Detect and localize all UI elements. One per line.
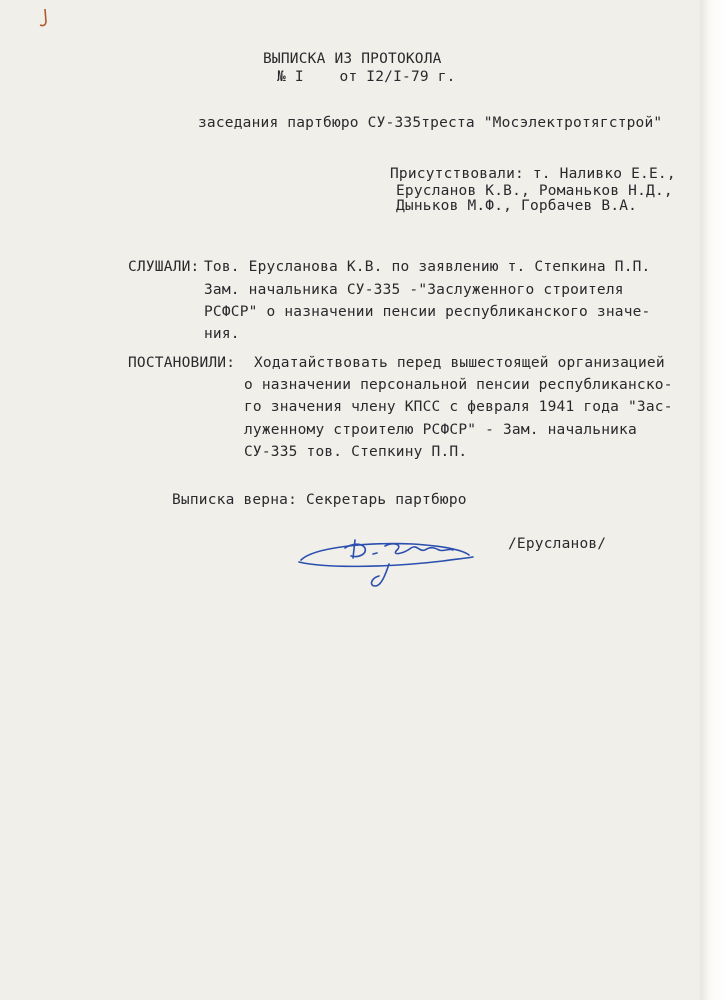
certification-line: Выписка верна: Секретарь партбюро xyxy=(172,492,467,508)
document-title: ВЫПИСКА ИЗ ПРОТОКОЛА xyxy=(263,51,442,67)
heard-line-1: Тов. Ерусланова К.В. по заявлению т. Степкина П.П. xyxy=(204,259,651,275)
resolved-line-4: луженному строителю РСФСР" - Зам. начальника xyxy=(244,422,637,438)
present-line-3: Дыньков М.Ф., Горбачев В.А. xyxy=(396,198,638,214)
resolved-line-2: о назначении персональной пенсии республиканско- xyxy=(244,377,673,393)
resolved-line-5: СУ-335 тов. Степкину П.П. xyxy=(244,444,468,460)
resolved-line-3: го значения члену КПСС с февраля 1941 года "Зас- xyxy=(244,399,673,415)
heard-line-3: РСФСР" о назначении пенсии республиканского значе- xyxy=(204,304,651,320)
protocol-number-date: № I от I2/I-79 г. xyxy=(277,69,456,85)
signatory-name: /Ерусланов/ xyxy=(508,536,607,552)
resolved-line-1: Ходатайствовать перед вышестоящей организацией xyxy=(254,355,665,371)
heard-label: СЛУШАЛИ: xyxy=(128,259,200,275)
present-line-1: Присутствовали: т. Наливко Е.Е., xyxy=(390,166,676,182)
corner-mark xyxy=(36,8,52,30)
heard-line-4: ния. xyxy=(204,326,240,342)
page-edge xyxy=(700,0,727,1000)
handwritten-signature xyxy=(293,528,483,598)
meeting-line: заседания партбюро СУ-335треста "Мосэлектротягстрой" xyxy=(198,115,663,131)
resolved-label: ПОСТАНОВИЛИ: xyxy=(128,355,236,371)
heard-line-2: Зам. начальника СУ-335 -"Заслуженного строителя xyxy=(204,282,624,298)
present-line-2: Ерусланов К.В., Романьков Н.Д., xyxy=(396,183,673,199)
